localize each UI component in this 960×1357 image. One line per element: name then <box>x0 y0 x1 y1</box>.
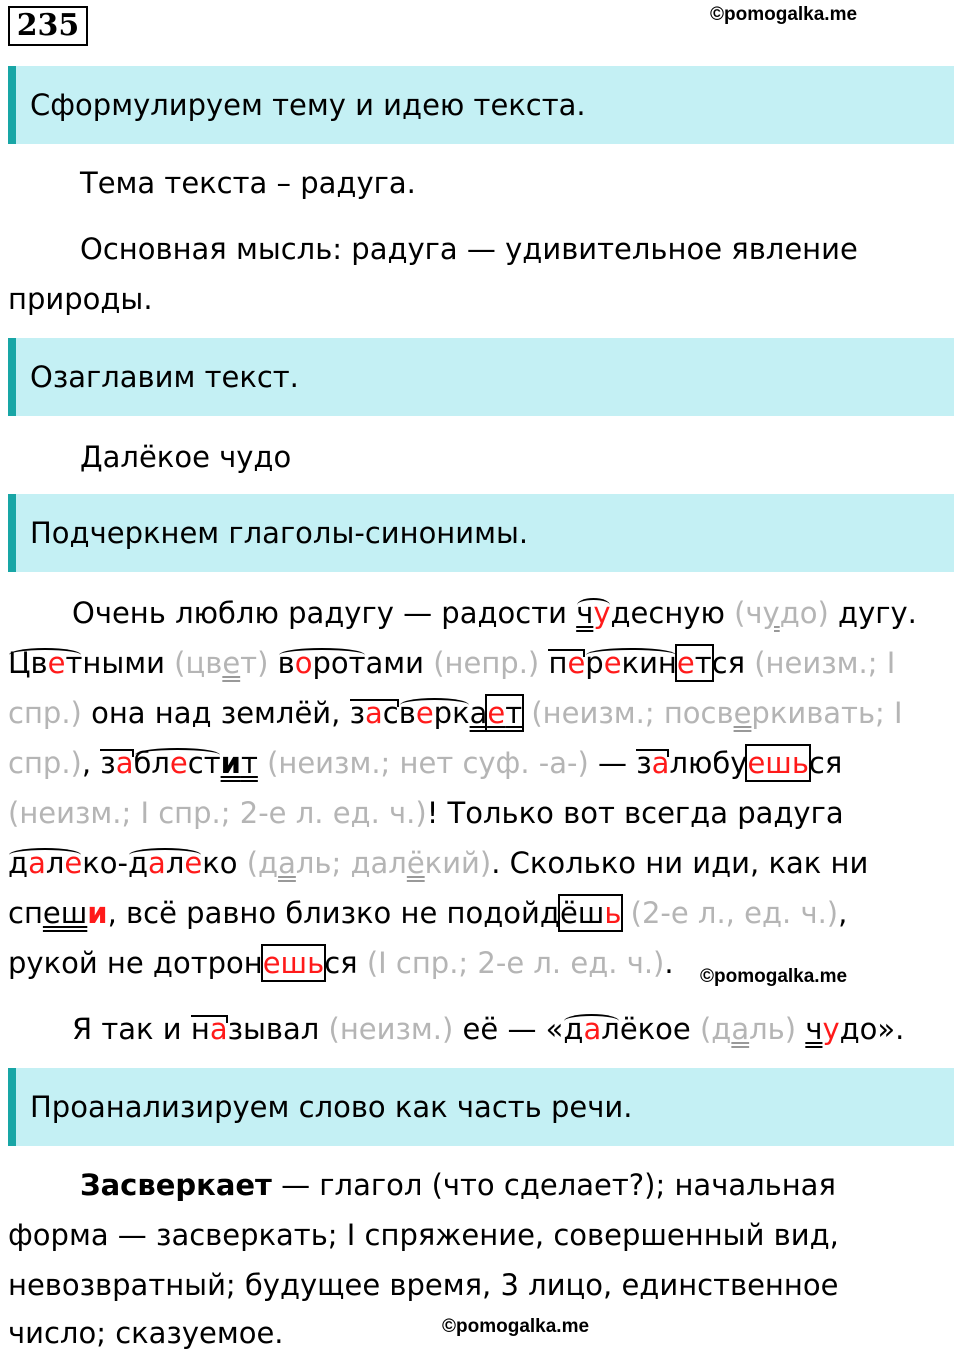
annotated-line-7: спеши, всё равно близко не подойдёшь (2-е л., ед. ч.), <box>8 896 848 930</box>
theme-line: Тема текста – радуга. <box>80 166 416 200</box>
section-title-theme: Сформулируем тему и идею текста. <box>8 66 954 144</box>
section-title-verbs: Подчеркнем глаголы-синонимы. <box>8 494 954 572</box>
annotated-line-2: Цветными (цвет) воротами (непр.) перекинется (неизм.; I <box>8 646 896 680</box>
exercise-number: 235 <box>8 6 88 46</box>
watermark: ©pomogalka.me <box>442 1316 590 1337</box>
annotated-line-1: Очень люблю радугу — радости чудесную (чудо) дугу. <box>72 596 917 630</box>
analysis-line-3: невозвратный; будущее время, 3 лицо, единственное <box>8 1268 839 1302</box>
annotated-line-3: спр.) она над землёй, засверкает (неизм.; посверкивать; I <box>8 696 903 730</box>
analysis-line-1-rest: — глагол (что сделает?); начальная <box>271 1168 836 1202</box>
analysis-line-2: форма — засверкать; I спряжение, совершенный вид, <box>8 1218 839 1252</box>
watermark: ©pomogalka.me <box>710 4 858 25</box>
section-title-analysis: Проанализируем слово как часть речи. <box>8 1068 954 1146</box>
watermark: ©pomogalka.me <box>700 966 848 987</box>
annotated-line-6: далеко-далеко (даль; далёкий). Сколько ни иди, как ни <box>8 846 869 880</box>
annotated-line-9: Я так и называл (неизм.) её — «далёкое (даль) чудо». <box>72 1012 905 1046</box>
annotated-line-5: (неизм.; I спр.; 2-е л. ед. ч.)! Только вот всегда радуга <box>8 796 844 830</box>
idea-line-1: Основная мысль: радуга — удивительное явление <box>80 232 858 266</box>
analysis-word: Засверкает <box>80 1168 272 1202</box>
analysis-line-4: число; сказуемое. <box>8 1316 284 1350</box>
text-title: Далёкое чудо <box>80 440 292 474</box>
annotated-line-8: рукой не дотронешься (I спр.; 2-е л. ед. ч.). <box>8 946 674 980</box>
analysis-line-1 <box>80 1168 836 1202</box>
section-title-heading: Озаглавим текст. <box>8 338 954 416</box>
annotated-line-4: спр.), заблестит (неизм.; нет суф. -а-) — залюбуешься <box>8 746 843 780</box>
idea-line-2: природы. <box>8 282 153 316</box>
